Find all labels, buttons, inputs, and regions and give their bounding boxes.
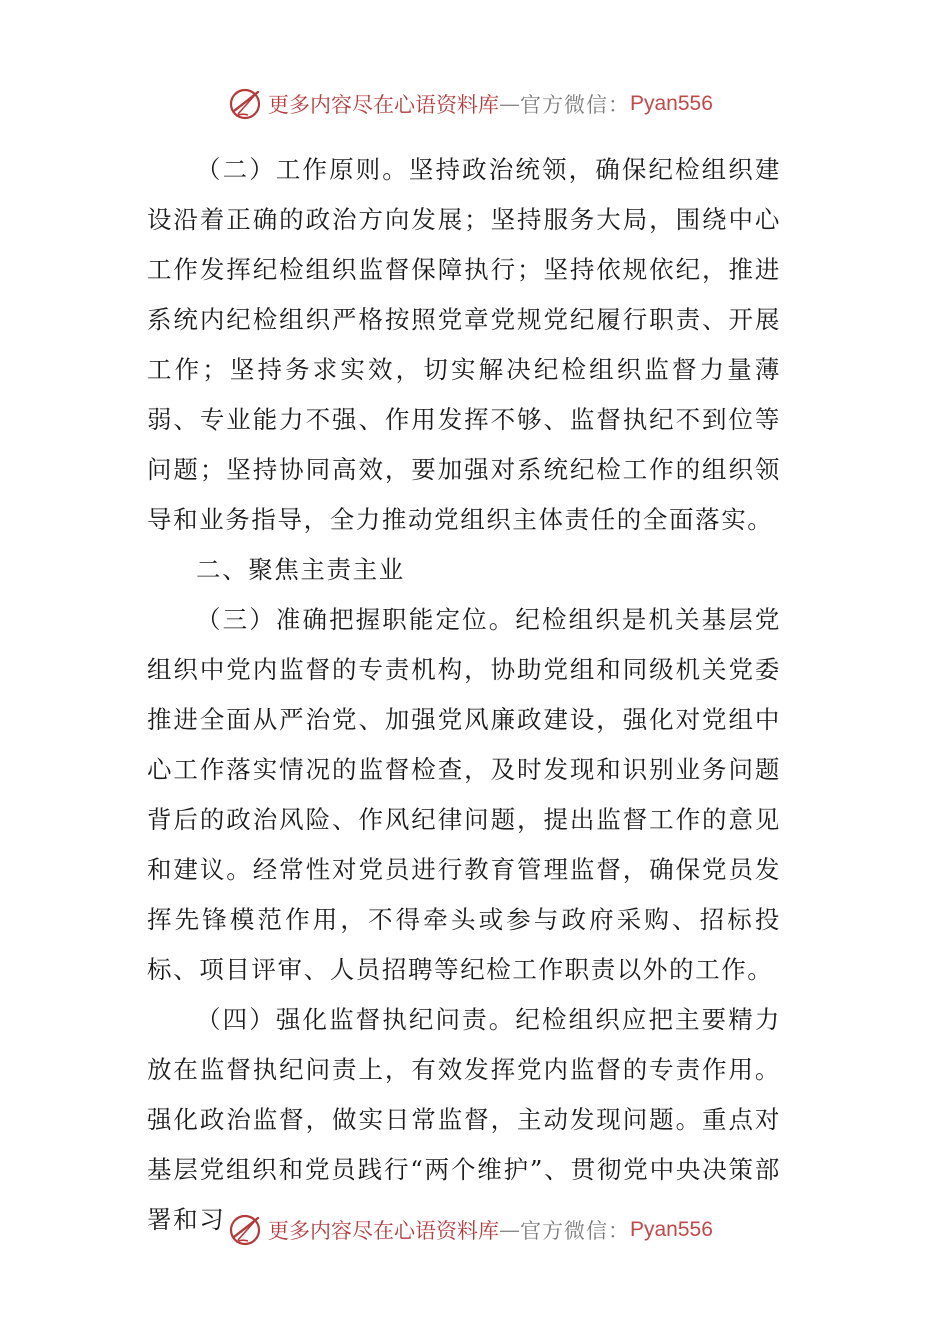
pen-circle-icon [228,86,264,122]
footer-banner [228,1210,748,1250]
wechat-id: Pyan556 [630,1218,713,1241]
paragraph-function-positioning: （三）准确把握职能定位。纪检组织是机关基层党组织中党内监督的专责机构，协助党组和同级机关党委推进全面从严治党、加强党风廉政建设，强化对党组中心工作落实情况的监督检查，及时发现和识别业务问题背后的政治风险、作风纪律问题，提出监督工作的意见和建议。经常性对党员进行教育管理监督，确保党员发挥先锋模范作用，不得牵头或参与政府采购、招标投标、项目评审、人员招聘等纪检工作职责以外的工作。 [147,605,781,984]
section-heading-2: 二、聚焦主责主业 [196,555,405,584]
wechat-label: 官方微信： [520,1219,630,1243]
brand-text: 更多内容尽在心语资料库 [268,93,499,117]
paragraph-work-principles: （二）工作原则。坚持政治统领，确保纪检组织建设沿着正确的政治方向发展；坚持服务大局，围绕中心工作发挥纪检组织监督保障执行；坚持依规依纪，推进系统内纪检组织严格按照党章党规党纪履行职责、开展工作；坚持务求实效，切实解决纪检组织监督力量薄弱、专业能力不强、作用发挥不够、监督执纪不到位等问题；坚持协同高效，要加强对系统纪检工作的组织领导和业务指导，全力推动党组织主体责任的全面落实。 [147,155,781,534]
header-banner [228,84,748,124]
paragraph-supervision: （四）强化监督执纪问责。纪检组织应把主要精力放在监督执纪问责上，有效发挥党内监督的专责作用。强化政治监督，做实日常监督，主动发现问题。重点对基层党组织和党员践行“两个维护”、贯彻党中央决策部署和习 [147,1005,781,1234]
banner-dash: — [499,1218,520,1242]
wechat-label: 官方微信： [520,93,630,117]
document-body [147,145,781,1245]
banner-dash: — [499,92,520,116]
wechat-id: Pyan556 [630,92,713,115]
brand-text: 更多内容尽在心语资料库 [268,1219,499,1243]
pen-circle-icon [228,1212,264,1248]
